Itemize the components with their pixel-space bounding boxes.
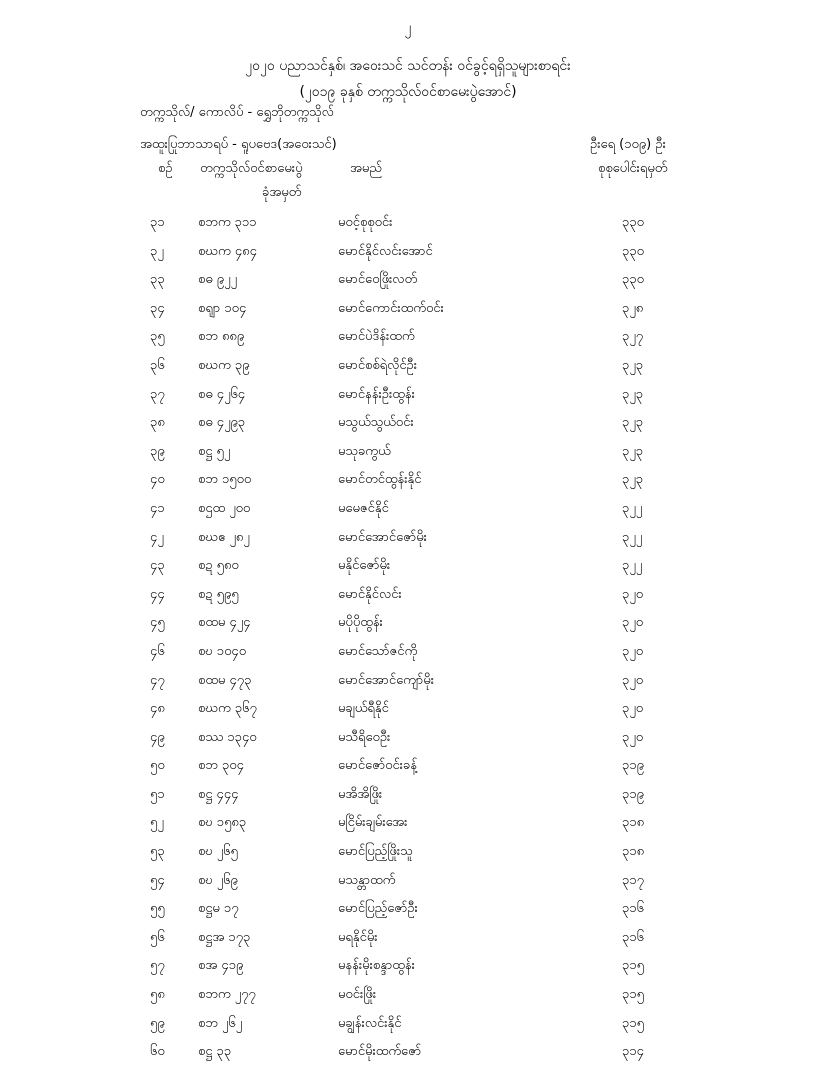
roll-number: စဌထ ၂၀၀ (198, 500, 251, 516)
student-name: မဝင့်စုစုဝင်း (338, 215, 393, 230)
total-marks: ၃၂၂ (622, 529, 643, 545)
table-row (0, 357, 816, 386)
row-number: ၄၆ (150, 643, 165, 659)
row-number: ၅၄ (150, 872, 165, 888)
total-marks: ၃၁၆ (622, 901, 644, 917)
table-row (0, 729, 816, 758)
row-number: ၅၈ (150, 987, 165, 1003)
roll-number: စဓ ၉၂၂ (198, 272, 237, 288)
roll-number: စဋ္ဌ ၃၃ (198, 1044, 232, 1060)
table-row (0, 471, 816, 500)
table-row (0, 814, 816, 843)
roll-number: စဃက ၃၆၇ (198, 701, 257, 717)
student-name: မောင်တင်ထွန်းနိုင် (338, 472, 422, 488)
page-number: ၂ (404, 20, 412, 36)
row-number: ၅၁ (150, 786, 165, 802)
row-number: ၄၃ (150, 558, 165, 574)
total-marks: ၃၁၅ (622, 958, 644, 974)
row-number: ၃၁ (150, 215, 165, 230)
total-marks: ၃၁၈ (622, 815, 645, 831)
row-number: ၅၃ (150, 844, 165, 860)
row-number: ၅၇ (150, 958, 165, 974)
row-number: ၃၆ (150, 357, 165, 373)
total-marks: ၃၂၀ (622, 672, 644, 688)
table-row (0, 529, 816, 558)
row-number: ၄၂ (150, 529, 164, 545)
student-name: မငြိမ်းချမ်းအေး (338, 815, 408, 831)
student-name: မအိအိဖြိုး (338, 786, 383, 802)
total-marks: ၃၁၅ (622, 987, 644, 1003)
student-name: မောင်စစ်ရဲလိုင်ဦး (338, 357, 418, 373)
total-marks: ၃၃၀ (622, 272, 644, 288)
roll-number: စဃဧ ၂၈၂ (198, 529, 250, 545)
table-row (0, 300, 816, 329)
column-header-roll: တက္ကသိုလ်ဝင်စာမေးပွဲ (200, 161, 303, 176)
roll-number: စဃက ၃၉ (198, 357, 250, 373)
student-name: မနန်းမိုးစန္ဒာထွန်း (338, 958, 415, 974)
total-marks: ၃၂၃ (622, 472, 644, 488)
roll-number: စဃက ၄၈၄ (198, 243, 257, 259)
student-name: မောင်နန်းဦးထွန်း (338, 386, 415, 402)
roll-number: စဍ ၅၈၀ (198, 558, 239, 574)
table-row (0, 757, 816, 786)
column-header-no: စဉ် (158, 161, 173, 176)
roll-number: စဘက ၃၁၁ (198, 215, 257, 230)
row-number: ၆၀ (150, 1044, 165, 1060)
row-number: ၅၂ (150, 815, 164, 831)
roll-number: စဍ ၅၉၅ (198, 586, 239, 602)
student-name: မောင်ဝေဖြိုးလတ် (338, 272, 418, 288)
results-table (0, 214, 816, 1072)
table-row (0, 672, 816, 701)
total-marks: ၃၁၄ (622, 1044, 644, 1060)
roll-number: စဘ ၃၀၄ (198, 758, 244, 774)
student-name: မချွန်းလင်းနိုင် (338, 1015, 402, 1031)
table-row (0, 1043, 816, 1072)
document-subtitle: (၂၀၁၉ ခုနှစ် တက္ကသိုလ်ဝင်စာမေးပွဲအောင်) (299, 84, 517, 100)
table-row (0, 328, 816, 357)
roll-number: စဋ္ဌ ၅၂ (198, 443, 231, 459)
total-marks: ၃၁၇ (622, 872, 644, 888)
table-row (0, 386, 816, 415)
roll-number: စဘက ၂၇၇ (198, 987, 256, 1003)
student-name: မောင်နိုင်လင်း (338, 586, 402, 602)
column-header-name: အမည် (350, 161, 382, 176)
total-marks: ၃၂၃ (622, 357, 644, 373)
roll-number: စဋ္ဌမ ၁၇ (198, 901, 239, 917)
roll-number: စဿ ၁၃၄၀ (198, 729, 257, 745)
total-marks: ၃၂၂ (622, 500, 643, 516)
column-header-marks: စုစုပေါင်းရမှတ် (598, 161, 668, 176)
roll-number: စဎ ၁၀၄၀ (198, 643, 247, 659)
student-name: မနိုင်ဇော်မိုး (338, 558, 391, 574)
row-number: ၅၅ (150, 901, 165, 917)
row-number: ၄၅ (150, 615, 165, 631)
row-number: ၄၇ (150, 672, 165, 688)
table-row (0, 900, 816, 929)
row-number: ၅၀ (150, 758, 165, 774)
total-marks: ၃၁၅ (622, 1015, 644, 1031)
total-marks: ၃၂၃ (622, 443, 644, 459)
table-row (0, 214, 816, 243)
student-name: မောင်သော်ဇင်ကို (338, 643, 418, 659)
total-marks: ၃၂၇ (622, 329, 644, 345)
table-row (0, 643, 816, 672)
roll-number: စဘ ၂၆၂ (198, 1015, 243, 1031)
roll-number: စထမ ၄၇၃ (198, 672, 252, 688)
table-row (0, 586, 816, 615)
roll-number: စဎ ၁၅၈၃ (198, 815, 247, 831)
table-row (0, 786, 816, 815)
roll-number: စဋ္ဌအ ၁၇၃ (198, 929, 251, 945)
student-name: မောင်အောင်ကျော်မိုး (338, 672, 434, 688)
total-marks: ၃၂၀ (622, 701, 644, 717)
roll-number: စရျာ ၁၀၄ (198, 300, 247, 316)
row-number: ၃၄ (150, 300, 165, 316)
table-row (0, 500, 816, 529)
row-number: ၃၈ (150, 415, 165, 431)
total-marks: ၃၁၆ (622, 929, 644, 945)
table-row (0, 1015, 816, 1044)
total-marks: ၃၃၀ (622, 215, 644, 230)
total-marks: ၃၂၀ (622, 643, 644, 659)
student-name: မောင်ပဲဒိန်းထက် (338, 329, 415, 345)
total-marks: ၃၂၀ (622, 586, 644, 602)
total-count: ဦးရေ (၁၀၉) ဦး (590, 137, 666, 152)
total-marks: ၃၂၀ (622, 729, 644, 745)
table-row (0, 557, 816, 586)
table-row (0, 243, 816, 272)
total-marks: ၃၂၂ (622, 558, 643, 574)
roll-number: စဋ္ဌ ၄၄၄ (198, 786, 239, 802)
student-name: မသွယ်သွယ်ဝင်း (338, 415, 414, 431)
total-marks: ၃၁၉ (622, 786, 644, 802)
table-row (0, 986, 816, 1015)
row-number: ၅၉ (150, 1015, 165, 1031)
student-name: မသန္တာထက် (338, 872, 396, 888)
student-name: မောင်နိုင်လင်းအောင် (338, 243, 433, 259)
row-number: ၃၂ (150, 243, 164, 259)
student-name: မောင်ကောင်းထက်ဝင်း (338, 300, 444, 316)
total-marks: ၃၃၀ (622, 243, 644, 259)
table-row (0, 872, 816, 901)
column-header-roll-line2: ခုံအမှတ် (262, 185, 302, 200)
roll-number: စဓ ၄၂၆၄ (198, 386, 246, 402)
student-name: မောင်ပြည့်ဖြိုးသူ (338, 844, 413, 860)
table-row (0, 957, 816, 986)
roll-number: စဘ ၈၈၉ (198, 329, 245, 345)
roll-number: စထမ ၄၂၄ (198, 615, 251, 631)
student-name: မောင်ဇော်ဝင်းခန့် (338, 758, 418, 774)
total-marks: ၃၂၀ (622, 615, 644, 631)
document-title: ၂၀၂၀ ပညာသင်နှစ်၊ အဝေးသင် သင်တန်း ဝင်ခွင့်ရရှိသူများစာရင်း (245, 58, 571, 74)
table-row (0, 414, 816, 443)
student-name: မောင်အောင်ဇော်မိုး (338, 529, 427, 545)
student-name: မပိုပိုထွန်း (338, 615, 383, 631)
student-name: မသုခကွယ် (338, 443, 391, 459)
student-name: မဝင်းဖြိုး (338, 987, 377, 1003)
total-marks: ၃၁၉ (622, 758, 644, 774)
total-marks: ၃၂၈ (622, 300, 644, 316)
row-number: ၅၆ (150, 929, 165, 945)
row-number: ၄၄ (150, 586, 165, 602)
roll-number: စဘ ၁၅၀၀ (198, 472, 252, 488)
major-label: အထူးပြုဘာသာရပ် - ရူပဗေဒ(အဝေးသင်) (140, 137, 337, 152)
row-number: ၃၅ (150, 329, 165, 345)
table-row (0, 929, 816, 958)
university-label: တက္ကသိုလ်/ ကောလိပ် - ရွှေဘိုတက္ကသိုလ် (140, 105, 334, 120)
student-name: မချယ်ရီနိုင် (338, 701, 389, 717)
table-row (0, 843, 816, 872)
table-row (0, 700, 816, 729)
row-number: ၃၃ (150, 272, 165, 288)
row-number: ၄၀ (150, 472, 165, 488)
student-name: မသီရိဝေဦး (338, 729, 391, 745)
row-number: ၃၇ (150, 386, 165, 402)
row-number: ၄၈ (150, 701, 165, 717)
total-marks: ၃၂၃ (622, 386, 644, 402)
table-row (0, 271, 816, 300)
row-number: ၄၁ (150, 500, 165, 516)
total-marks: ၃၁၈ (622, 844, 645, 860)
student-name: မောင်ပြည့်ဇော်ဦး (338, 901, 418, 917)
student-name: မရနိုင်မိုး (338, 929, 378, 945)
roll-number: စအ ၄၁၉ (198, 958, 244, 974)
row-number: ၃၉ (150, 443, 165, 459)
table-row (0, 614, 816, 643)
student-name: မောင်မိုးထက်ဇော် (338, 1044, 422, 1060)
table-row (0, 443, 816, 472)
roll-number: စဓ ၄၂၉၃ (198, 415, 246, 431)
student-name: မမေဇင်နိုင် (338, 500, 389, 516)
row-number: ၄၉ (150, 729, 165, 745)
total-marks: ၃၂၃ (622, 415, 644, 431)
roll-number: စဎ ၂၆၉ (198, 872, 238, 888)
roll-number: စဎ ၂၆၅ (198, 844, 238, 860)
